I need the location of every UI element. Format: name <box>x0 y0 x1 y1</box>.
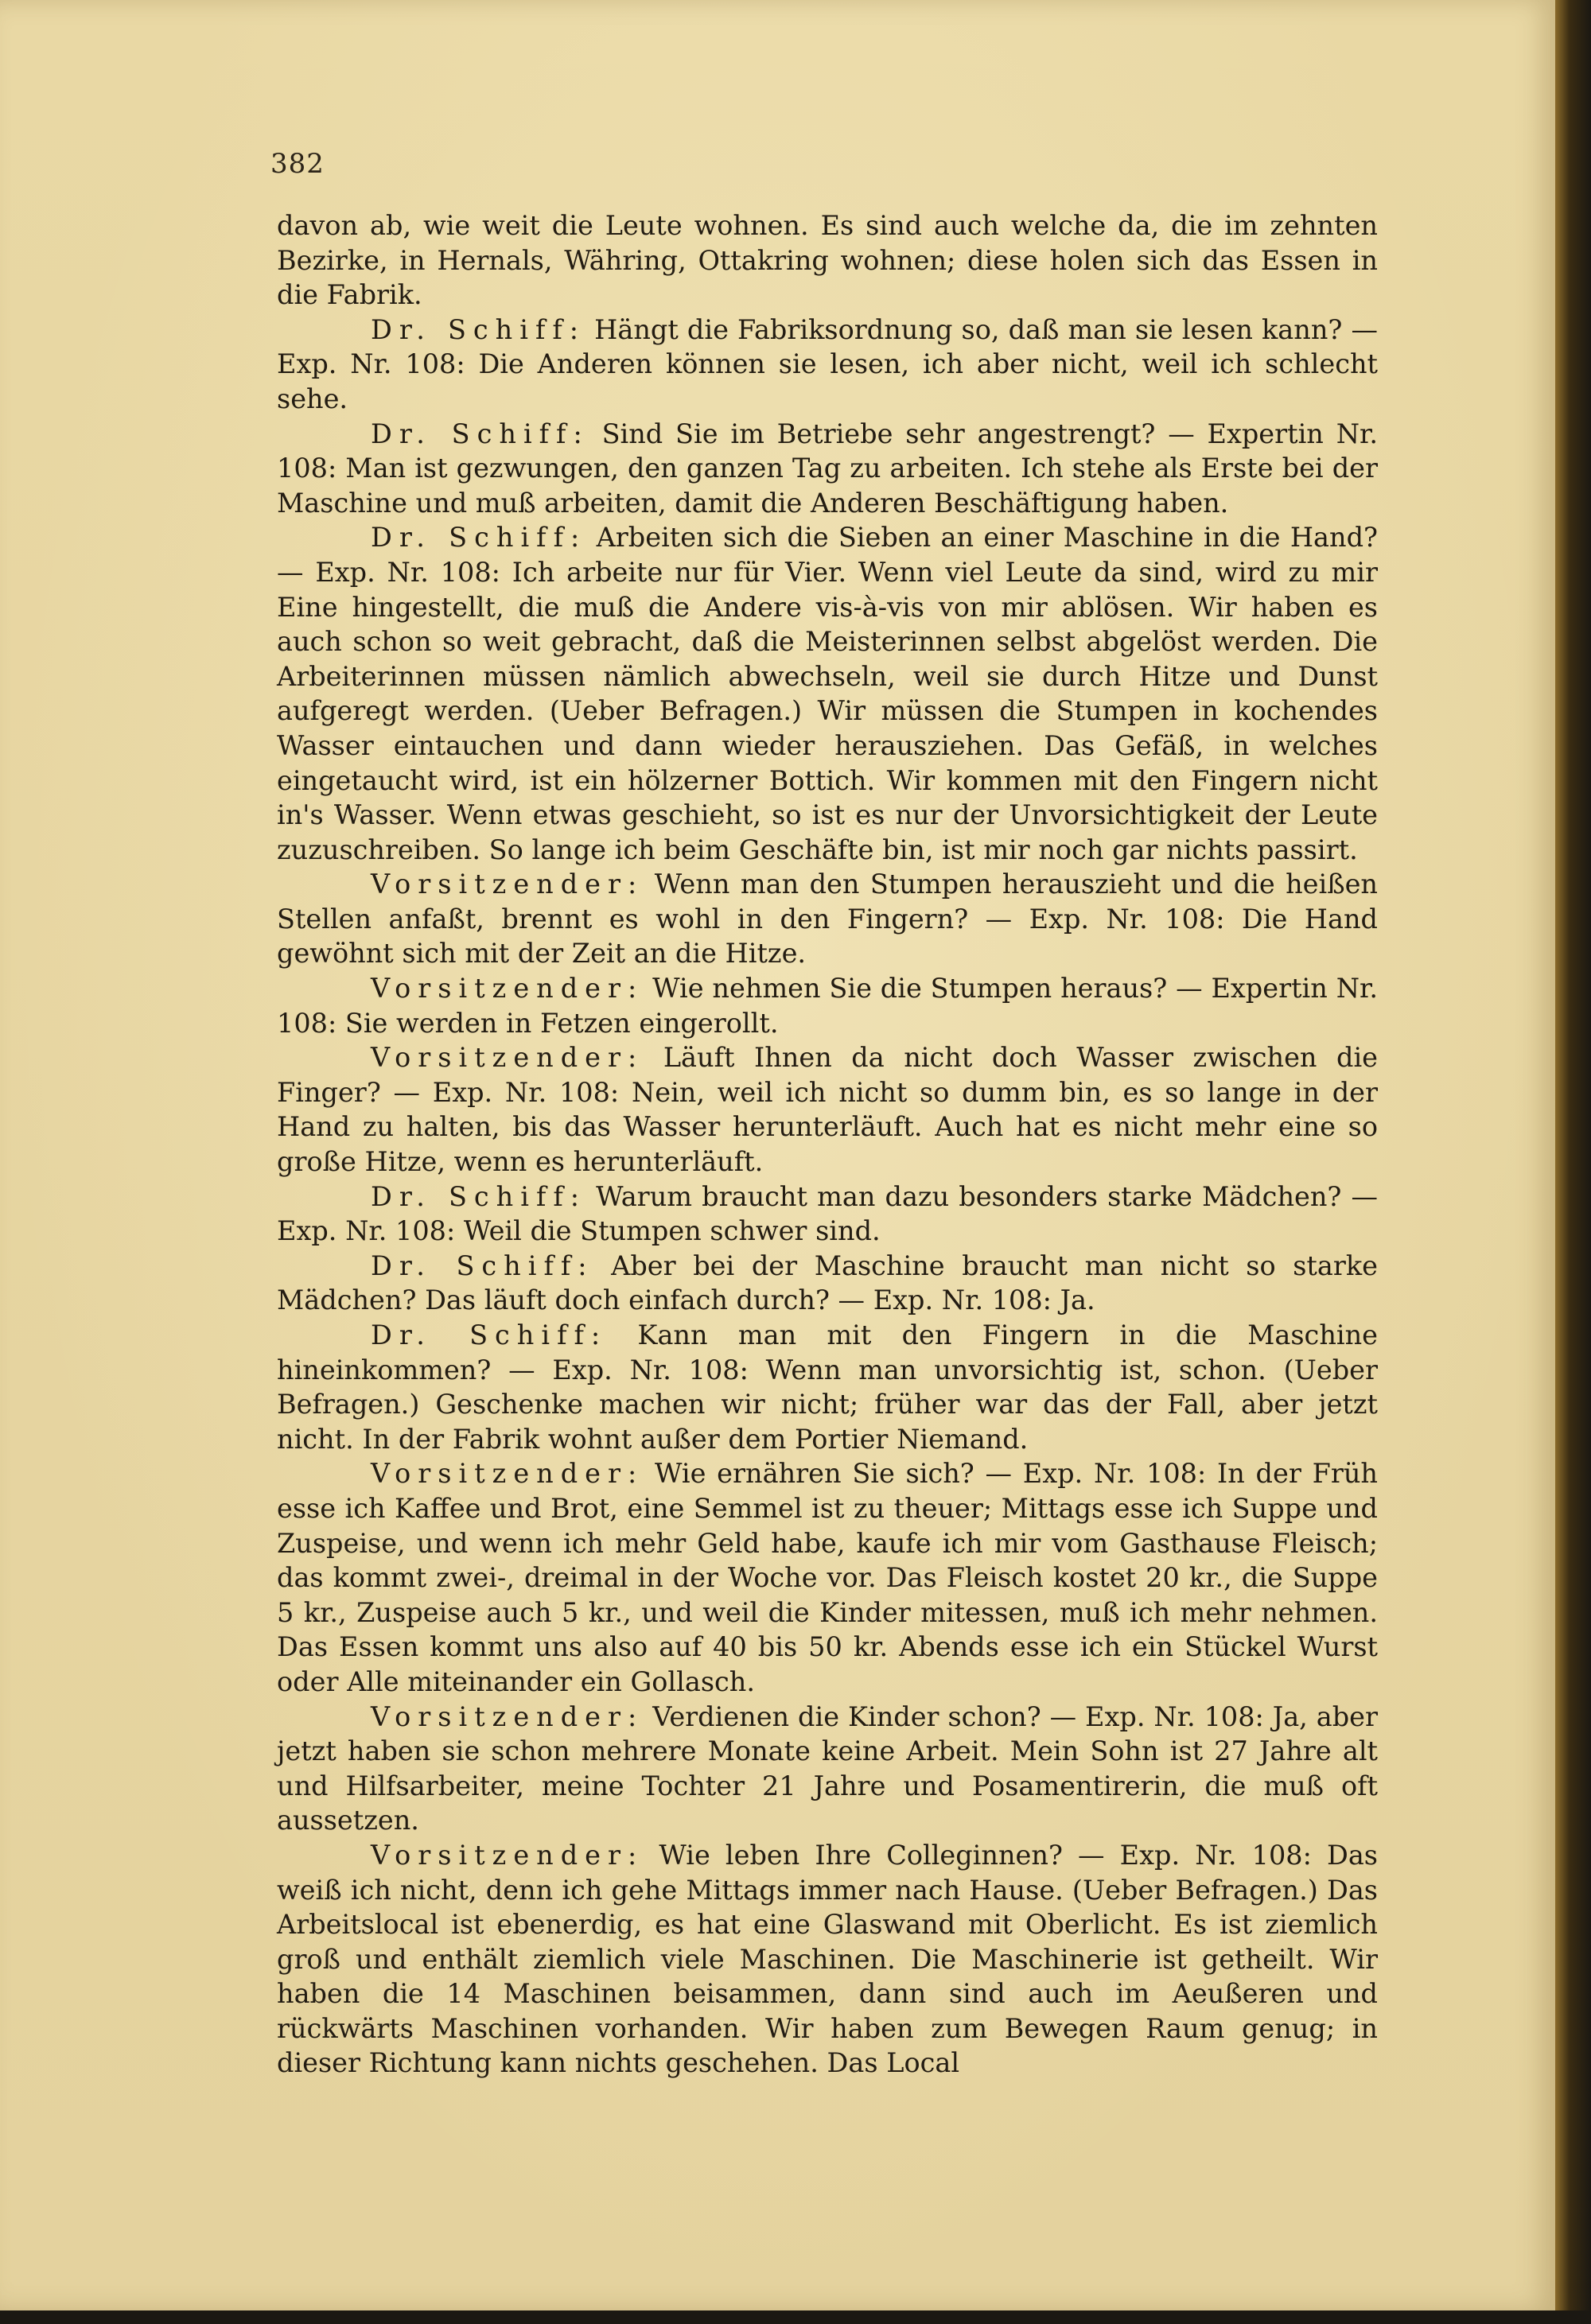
speaker: Dr. Schiff: <box>371 1319 608 1350</box>
speaker: Vorsitzender: <box>371 973 644 1005</box>
speaker: Dr. Schiff: <box>371 522 587 554</box>
speaker: Dr. Schiff: <box>371 1180 587 1212</box>
paragraph <box>277 1249 1378 1318</box>
paragraph <box>277 417 1378 521</box>
page-body <box>277 208 1378 2081</box>
paragraph <box>277 313 1378 417</box>
book-spine-shadow <box>1555 0 1591 2324</box>
page-number: 382 <box>270 148 325 180</box>
paragraph-text: Arbeiten sich die Sieben an einer Maschine in die Hand? — Exp. Nr. 108: Ich arbeite nur für Vier. Wenn viel Leute da sind, wird zu mir Eine hingestellt, die muß die Andere vis-à-vis von mir ablösen. Wir haben es auch schon so weit gebracht, daß die Meisterinnen selbst abgelöst werden. Die Arbeiterinnen müssen nämlich abwechseln, weil sie durch Hitze und Dunst aufgeregt werden. (Ueber Befragen.) Wir müssen die Stumpen in kochendes Wasser eintauchen und dann wieder herausziehen. Das Gefäß, in welches eingetaucht wird, ist ein hölzerner Bottich. Wir kommen mit den Fingern nicht in's Wasser. Wenn etwas geschieht, so ist es nur der Unvorsichtigkeit der Leute zuzuschreiben. So lange ich beim Geschäfte bin, ist mir noch gar nichts passirt. <box>277 522 1379 865</box>
speaker: Dr. Schiff: <box>371 1249 594 1281</box>
paragraph-text: Wie leben Ihre Colleginnen? — Exp. Nr. 108: Das weiß ich nicht, denn ich gehe Mittags immer nach Hause. (Ueber Befragen.) Das Arbeitslocal ist ebenerdig, es hat eine Glaswand mit Oberlicht. Es ist ziemlich groß und enthält ziemlich viele Maschinen. Die Maschinerie ist getheilt. Wir haben die 14 Maschinen beisammen, dann sind auch im Aeußeren und rückwärts Maschinen vorhanden. Wir haben zum Bewegen Raum genug; in dieser Richtung kann nichts geschehen. Das Local <box>277 1839 1378 2079</box>
speaker: Vorsitzender: <box>371 1700 644 1732</box>
speaker: Vorsitzender: <box>371 1458 644 1490</box>
paragraph-text: Hängt die Fabriksordnung so, daß man sie lesen kann? — Exp. Nr. 108: Die Anderen können sie lesen, ich aber nicht, weil ich schlecht sehe. <box>277 313 1378 414</box>
speaker: Vorsitzender: <box>371 1042 644 1074</box>
speaker: Vorsitzender: <box>371 869 644 900</box>
page-bottom-edge <box>0 2310 1591 2324</box>
speaker: Dr. Schiff: <box>371 313 586 345</box>
paragraph <box>277 1318 1378 1456</box>
paragraph-text: Aber bei der Maschine braucht man nicht so starke Mädchen? Das läuft doch einfach durch? — Exp. Nr. 108: Ja. <box>277 1249 1379 1316</box>
speaker: Vorsitzender: <box>371 1839 644 1871</box>
speaker: Dr. Schiff: <box>371 418 589 449</box>
paragraph <box>277 1838 1378 2081</box>
paragraph-text: Wie nehmen Sie die Stumpen heraus? — Expertin Nr. 108: Sie werden in Fetzen eingerollt. <box>277 973 1378 1039</box>
paragraph-text: Wie ernähren Sie sich? — Exp. Nr. 108: In der Früh esse ich Kaffee und Brot, eine Semmel ist zu theuer; Mittags esse ich Suppe und Zuspeise, und wenn ich mehr Geld habe, kaufe ich mir vom Gasthause Fleisch; das kommt zwei-, dreimal in der Woche vor. Das Fleisch kostet 20 kr., die Suppe 5 kr., Zuspeise auch 5 kr., und weil die Kinder mitessen, muß ich mehr nehmen. Das Essen kommt uns also auf 40 bis 50 kr. Abends esse ich ein Stückel Wurst oder Alle miteinander ein Gollasch. <box>277 1458 1378 1697</box>
paragraph <box>277 867 1378 971</box>
paragraph <box>277 1700 1378 1838</box>
paragraph-text: davon ab, wie weit die Leute wohnen. Es sind auch welche da, die im zehnten Bezirke, in Hernals, Währing, Ottakring wohnen; diese holen sich das Essen in die Fabrik. <box>277 210 1378 311</box>
paragraph <box>277 208 1378 313</box>
paragraph <box>277 1040 1378 1179</box>
paragraph-text: Verdienen die Kinder schon? — Exp. Nr. 108: Ja, aber jetzt haben sie schon mehrere Monate keine Arbeit. Mein Sohn ist 27 Jahre alt und Hilfsarbeiter, meine Tochter 21 Jahre und Posamentirerin, die muß oft aussetzen. <box>277 1700 1378 1836</box>
paragraph-text: Wenn man den Stumpen herauszieht und die heißen Stellen anfaßt, brennt es wohl in den Fingern? — Exp. Nr. 108: Die Hand gewöhnt sich mit der Zeit an die Hitze. <box>277 869 1378 970</box>
paragraph-text: Warum braucht man dazu besonders starke Mädchen? — Exp. Nr. 108: Weil die Stumpen schwer sind. <box>277 1180 1379 1247</box>
paragraph <box>277 1179 1378 1249</box>
paragraph <box>277 1456 1378 1699</box>
paragraph <box>277 520 1378 867</box>
paragraph-text: Sind Sie im Betriebe sehr angestrengt? — Expertin Nr. 108: Man ist gezwungen, den ganzen Tag zu arbeiten. Ich stehe als Erste bei der Maschine und muß arbeiten, damit die Anderen Beschäftigung haben. <box>277 418 1378 519</box>
paragraph <box>277 971 1378 1040</box>
paragraph-text: Läuft Ihnen da nicht doch Wasser zwischen die Finger? — Exp. Nr. 108: Nein, weil ich nicht so dumm bin, es so lange in der Hand zu halten, bis das Wasser herunterläuft. Auch hat es nicht mehr eine so große Hitze, wenn es herunterläuft. <box>277 1042 1378 1178</box>
paragraph-text: Kann man mit den Fingern in die Maschine hineinkommen? — Exp. Nr. 108: Wenn man unvorsichtig ist, schon. (Ueber Befragen.) Geschenke machen wir nicht; früher war das der Fall, aber jetzt nicht. In der Fabrik wohnt außer dem Portier Niemand. <box>277 1319 1379 1455</box>
